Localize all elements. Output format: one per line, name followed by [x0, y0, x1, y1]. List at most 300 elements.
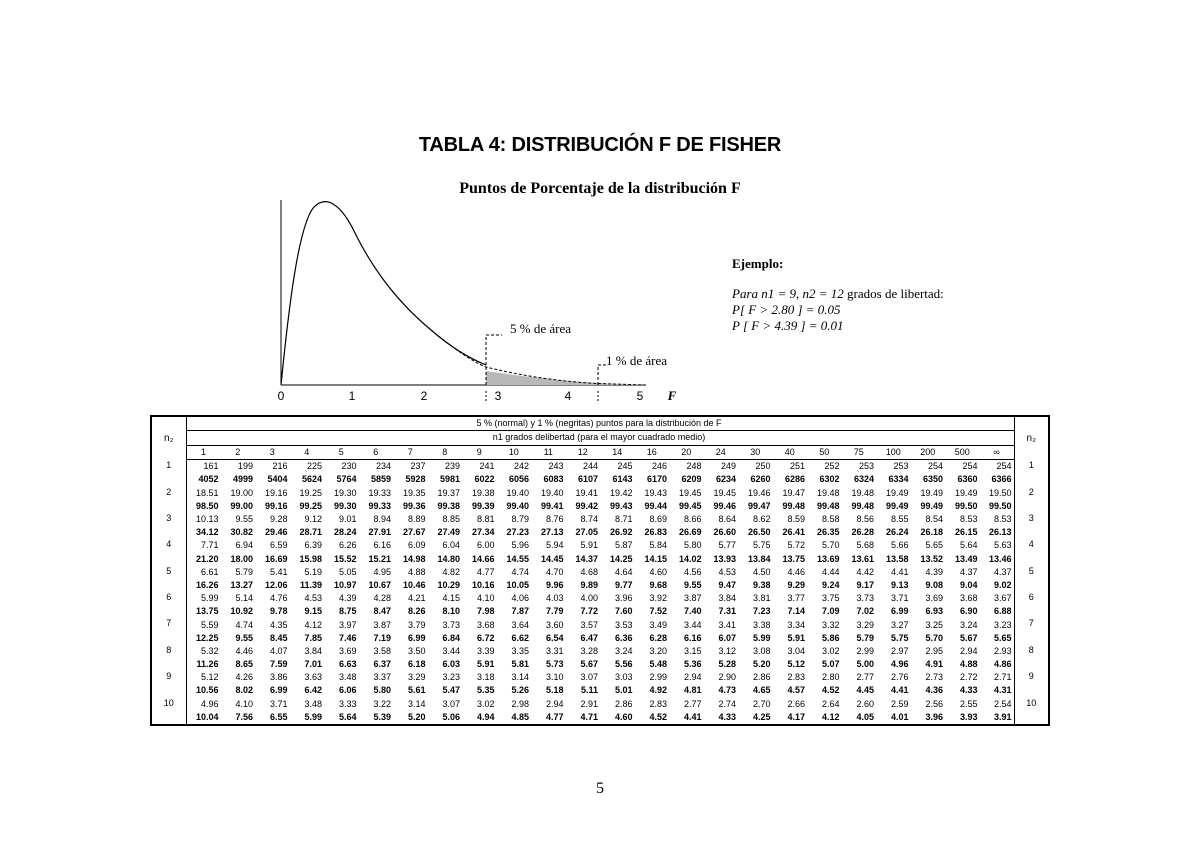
cell-1pct: 6.07 — [718, 632, 736, 643]
table-header-1: 5 % (normal) y 1 % (negritas) puntos para la distribución de F — [186, 417, 1014, 431]
cell-5pct: 19.50 — [988, 487, 1012, 498]
column-header: 5 — [324, 445, 359, 459]
cell-1pct: 99.48 — [782, 500, 805, 511]
n2-value-left: 2 — [152, 487, 186, 513]
cell-1pct: 10.05 — [506, 579, 529, 590]
cell-5pct: 3.02 — [476, 698, 495, 709]
cell-1pct: 99.49 — [885, 500, 909, 511]
cell-1pct: 27.13 — [540, 527, 564, 538]
cell-1pct: 6.16 — [683, 632, 702, 643]
cell-5pct: 3.53 — [614, 619, 633, 630]
cell-1pct: 5.20 — [752, 659, 771, 670]
n2-value-right: 2 — [1014, 487, 1048, 513]
cell-1pct: 9.68 — [649, 579, 667, 590]
cell-5pct: 199 — [237, 461, 253, 472]
cell-5pct: 5.96 — [511, 540, 529, 551]
cell-1pct: 6.55 — [269, 711, 288, 722]
cell-5pct: 5.94 — [545, 540, 564, 551]
cell-1pct: 10.67 — [368, 579, 391, 590]
cell-1pct: 15.52 — [333, 553, 357, 564]
column-header: ∞ — [980, 445, 1015, 459]
cell-5pct: 6.59 — [269, 540, 288, 551]
cell-1pct: 5.20 — [407, 711, 426, 722]
cell-1pct: 4.05 — [856, 711, 874, 722]
cell-5pct: 3.27 — [890, 619, 909, 630]
cell-1pct: 5.91 — [476, 659, 495, 670]
cell-1pct: 99.48 — [851, 500, 874, 511]
cell-1pct: 16.26 — [195, 579, 219, 590]
cell-1pct: 6.84 — [442, 632, 460, 643]
cell-5pct: 19.33 — [368, 487, 391, 498]
cell-5pct: 4.76 — [269, 593, 288, 604]
column-header-row — [152, 445, 1048, 459]
cell-5pct: 4.21 — [407, 593, 426, 604]
cell-1pct: 99.30 — [333, 500, 357, 511]
cell-1pct: 27.91 — [368, 527, 391, 538]
cell-5pct: 5.14 — [235, 593, 253, 604]
cell-5pct: 4.60 — [649, 566, 667, 577]
cell-1pct: 4.73 — [718, 685, 736, 696]
cell-5pct: 4.64 — [614, 566, 633, 577]
cell-1pct: 5.47 — [442, 685, 460, 696]
cell-5pct: 18.51 — [195, 487, 219, 498]
column-header: 14 — [600, 445, 635, 459]
cell-1pct: 5.99 — [304, 711, 322, 722]
table-row-1pct — [152, 684, 1048, 697]
n2-value-left: 9 — [152, 671, 186, 697]
cell-1pct: 4.33 — [718, 711, 736, 722]
cell-1pct: 7.01 — [304, 659, 322, 670]
cell-5pct: 3.71 — [890, 593, 909, 604]
cell-5pct: 254 — [996, 461, 1012, 472]
cell-1pct: 5.28 — [718, 659, 736, 670]
cell-5pct: 8.64 — [718, 514, 736, 524]
cell-1pct: 14.15 — [644, 553, 667, 564]
cell-1pct: 7.87 — [511, 606, 529, 617]
column-header: 11 — [531, 445, 566, 459]
cell-1pct: 99.44 — [644, 500, 667, 511]
cell-1pct: 9.78 — [269, 606, 288, 617]
cell-5pct: 2.83 — [787, 672, 805, 683]
table-row-5pct — [152, 618, 1048, 631]
cell-5pct: 2.66 — [787, 698, 805, 709]
cell-5pct: 3.44 — [442, 645, 460, 656]
cell-5pct: 4.37 — [959, 566, 978, 577]
cell-1pct: 5928 — [405, 474, 426, 485]
cell-5pct: 8.53 — [993, 514, 1012, 524]
n2-value-right: 4 — [1014, 539, 1048, 565]
cell-1pct: 7.14 — [787, 606, 805, 617]
cell-5pct: 245 — [617, 461, 633, 472]
cell-1pct: 98.50 — [195, 500, 219, 511]
cell-5pct: 19.48 — [851, 487, 874, 498]
cell-5pct: 161 — [203, 461, 219, 472]
column-header: 3 — [255, 445, 290, 459]
cell-5pct: 5.66 — [890, 540, 909, 551]
n2-value-left: 6 — [152, 592, 186, 618]
n2-value-right: 1 — [1014, 460, 1048, 487]
cell-1pct: 9.55 — [235, 632, 253, 643]
cell-5pct: 3.31 — [545, 645, 564, 656]
cell-1pct: 4.91 — [925, 659, 943, 670]
cell-1pct: 14.98 — [402, 553, 426, 564]
table-row-1pct — [152, 632, 1048, 645]
cell-5pct: 3.04 — [787, 645, 805, 656]
page-title: TABLA 4: DISTRIBUCIÓN F DE FISHER — [418, 134, 782, 156]
cell-5pct: 8.71 — [614, 514, 633, 524]
cell-1pct: 34.12 — [195, 527, 219, 538]
cell-5pct: 3.73 — [856, 593, 874, 604]
cell-1pct: 6.03 — [442, 659, 460, 670]
cell-1pct: 7.85 — [304, 632, 322, 643]
cell-5pct: 3.67 — [993, 593, 1012, 604]
cell-1pct: 99.45 — [678, 500, 702, 511]
cell-1pct: 99.40 — [506, 500, 529, 511]
cell-1pct: 6260 — [750, 474, 771, 485]
cell-5pct: 241 — [479, 461, 495, 472]
cell-1pct: 99.47 — [747, 500, 771, 511]
cell-5pct: 7.71 — [200, 540, 219, 551]
cell-1pct: 6.28 — [649, 632, 667, 643]
n2-value-right: 3 — [1014, 513, 1048, 539]
cell-1pct: 4.77 — [545, 711, 564, 722]
column-header: 50 — [807, 445, 842, 459]
f-table-frame — [150, 415, 1050, 726]
cell-5pct: 3.25 — [925, 619, 943, 630]
cell-1pct: 5.36 — [683, 659, 702, 670]
cell-5pct: 2.94 — [683, 672, 702, 683]
cell-5pct: 4.39 — [925, 566, 943, 577]
cell-1pct: 4.33 — [959, 685, 978, 696]
cell-1pct: 4.41 — [890, 685, 909, 696]
n2-value-left: 5 — [152, 566, 186, 592]
cell-5pct: 230 — [341, 461, 357, 472]
cell-5pct: 6.39 — [304, 540, 322, 551]
column-header: 100 — [876, 445, 911, 459]
cell-1pct: 13.61 — [851, 553, 874, 564]
cell-1pct: 5.81 — [511, 659, 529, 670]
cell-5pct: 3.60 — [545, 619, 564, 630]
cell-1pct: 9.29 — [787, 579, 805, 590]
table-header-2: n1 grados delibertad (para el mayor cuadrado medio) — [186, 431, 1014, 445]
column-header: 16 — [635, 445, 670, 459]
cell-5pct: 2.64 — [821, 698, 840, 709]
cell-5pct: 2.86 — [614, 698, 633, 709]
cell-1pct: 12.06 — [264, 579, 288, 590]
cell-5pct: 250 — [755, 461, 771, 472]
cell-5pct: 3.03 — [614, 672, 633, 683]
cell-1pct: 8.45 — [269, 632, 288, 643]
cell-5pct: 2.83 — [649, 698, 667, 709]
table-row-1pct — [152, 579, 1048, 592]
cell-1pct: 99.25 — [299, 500, 322, 511]
cell-5pct: 19.16 — [264, 487, 288, 498]
cell-5pct: 3.48 — [304, 698, 322, 709]
cell-1pct: 99.41 — [540, 500, 564, 511]
cell-1pct: 13.75 — [195, 606, 219, 617]
cell-5pct: 3.79 — [407, 619, 426, 630]
cell-5pct: 3.96 — [614, 593, 633, 604]
cell-1pct: 5.80 — [373, 685, 391, 696]
cell-5pct: 3.63 — [304, 672, 322, 683]
n2-value-right: 7 — [1014, 618, 1048, 644]
cell-1pct: 13.75 — [782, 553, 805, 564]
cell-1pct: 28.71 — [299, 527, 322, 538]
cell-5pct: 2.99 — [856, 645, 874, 656]
cell-1pct: 5.06 — [442, 711, 460, 722]
page-number: 5 — [596, 780, 604, 797]
cell-1pct: 6107 — [577, 474, 598, 485]
cell-5pct: 253 — [858, 461, 874, 472]
cell-5pct: 5.70 — [821, 540, 840, 551]
cell-1pct: 7.31 — [718, 606, 736, 617]
cell-1pct: 5.65 — [993, 632, 1012, 643]
column-header: 20 — [669, 445, 704, 459]
cell-5pct: 19.40 — [506, 487, 529, 498]
cell-1pct: 8.75 — [338, 606, 357, 617]
cell-1pct: 5.35 — [476, 685, 495, 696]
cell-5pct: 19.38 — [471, 487, 495, 498]
cell-1pct: 26.35 — [816, 527, 840, 538]
cell-5pct: 3.97 — [338, 619, 357, 630]
cell-1pct: 5.67 — [959, 632, 978, 643]
cell-1pct: 99.49 — [920, 500, 943, 511]
cell-5pct: 3.92 — [649, 593, 667, 604]
cell-1pct: 6366 — [991, 474, 1012, 485]
cell-1pct: 26.28 — [851, 527, 874, 538]
cell-1pct: 5.99 — [752, 632, 771, 643]
cell-5pct: 4.50 — [752, 566, 771, 577]
cell-5pct: 4.56 — [683, 566, 702, 577]
column-header: 500 — [945, 445, 980, 459]
cell-5pct: 6.26 — [338, 540, 357, 551]
cell-5pct: 8.53 — [959, 514, 978, 524]
cell-5pct: 3.81 — [752, 593, 771, 604]
x-tick-0: 0 — [277, 389, 285, 403]
cell-1pct: 4.92 — [649, 685, 667, 696]
cell-5pct: 19.43 — [644, 487, 667, 498]
cell-5pct: 3.84 — [304, 645, 322, 656]
cell-1pct: 6324 — [853, 474, 874, 485]
cell-5pct: 4.70 — [545, 566, 564, 577]
cell-5pct: 2.72 — [959, 672, 978, 683]
cell-1pct: 4.31 — [993, 685, 1012, 696]
cell-1pct: 99.16 — [264, 500, 288, 511]
cell-5pct: 5.05 — [338, 566, 357, 577]
cell-5pct: 5.65 — [925, 540, 943, 551]
cell-1pct: 5.64 — [338, 711, 357, 722]
cell-1pct: 5404 — [267, 474, 288, 485]
cell-1pct: 7.40 — [683, 606, 702, 617]
cell-1pct: 11.26 — [196, 659, 219, 670]
cell-1pct: 6.42 — [304, 685, 322, 696]
cell-5pct: 6.00 — [476, 540, 495, 551]
table-row-1pct — [152, 473, 1048, 486]
cell-1pct: 6.99 — [407, 632, 426, 643]
cell-1pct: 6.72 — [476, 632, 495, 643]
cell-5pct: 2.94 — [959, 645, 978, 656]
cell-1pct: 99.00 — [230, 500, 253, 511]
cell-5pct: 2.54 — [993, 698, 1012, 709]
cell-1pct: 7.09 — [821, 606, 840, 617]
cell-5pct: 3.02 — [821, 645, 840, 656]
cell-5pct: 3.20 — [649, 645, 667, 656]
cell-5pct: 249 — [720, 461, 736, 472]
cell-5pct: 3.24 — [959, 619, 978, 630]
cell-1pct: 6.90 — [959, 606, 978, 617]
cell-1pct: 9.55 — [683, 579, 702, 590]
cell-5pct: 4.10 — [476, 593, 495, 604]
cell-1pct: 26.83 — [644, 527, 667, 538]
n2-value-right: 8 — [1014, 645, 1048, 671]
cell-5pct: 3.29 — [856, 619, 874, 630]
cell-5pct: 8.76 — [545, 514, 564, 524]
cell-5pct: 4.10 — [235, 698, 253, 709]
cell-5pct: 19.25 — [299, 487, 322, 498]
cell-1pct: 10.16 — [471, 579, 495, 590]
cell-1pct: 18.00 — [230, 553, 253, 564]
cell-1pct: 7.52 — [649, 606, 667, 617]
cell-5pct: 2.94 — [545, 698, 564, 709]
cell-1pct: 4999 — [232, 474, 253, 485]
cell-1pct: 5.07 — [821, 659, 840, 670]
cell-1pct: 6209 — [681, 474, 702, 485]
cell-5pct: 4.77 — [476, 566, 495, 577]
cell-5pct: 254 — [962, 461, 978, 472]
cell-1pct: 3.93 — [959, 711, 978, 722]
cell-1pct: 6.63 — [338, 659, 357, 670]
cell-5pct: 3.41 — [718, 619, 736, 630]
cell-1pct: 6302 — [819, 474, 840, 485]
cell-5pct: 5.91 — [580, 540, 598, 551]
cell-5pct: 3.23 — [442, 672, 460, 683]
cell-1pct: 10.92 — [230, 606, 253, 617]
cell-5pct: 4.35 — [269, 619, 288, 630]
cell-1pct: 9.13 — [890, 579, 909, 590]
cell-5pct: 244 — [582, 461, 598, 472]
column-header: 4 — [290, 445, 325, 459]
cell-1pct: 6083 — [543, 474, 564, 485]
cell-1pct: 99.50 — [954, 500, 978, 511]
cell-5pct: 252 — [824, 461, 840, 472]
cell-5pct: 3.69 — [925, 593, 943, 604]
cell-1pct: 4.12 — [821, 711, 840, 722]
n2-header-left: n₂ — [152, 417, 186, 460]
cell-1pct: 9.15 — [304, 606, 322, 617]
cell-1pct: 9.08 — [925, 579, 943, 590]
cell-5pct: 3.32 — [821, 619, 840, 630]
cell-5pct: 246 — [651, 461, 667, 472]
cell-1pct: 12.25 — [195, 632, 219, 643]
column-header: 75 — [842, 445, 877, 459]
cell-1pct: 5.73 — [545, 659, 564, 670]
cell-5pct: 4.74 — [511, 566, 529, 577]
figure-subtitle: Puntos de Porcentaje de la distribución F — [459, 180, 741, 197]
cell-5pct: 19.30 — [333, 487, 357, 498]
n2-header-right: n₂ — [1014, 417, 1048, 460]
example-box — [732, 256, 944, 334]
cell-1pct: 6143 — [612, 474, 633, 485]
cell-1pct: 14.45 — [540, 553, 564, 564]
cell-1pct: 27.05 — [575, 527, 598, 538]
table-row-5pct — [152, 671, 1048, 684]
cell-1pct: 99.33 — [368, 500, 391, 511]
cell-1pct: 4052 — [198, 474, 219, 485]
cell-1pct: 26.18 — [920, 527, 943, 538]
table-row-5pct — [152, 487, 1048, 500]
cell-5pct: 8.89 — [407, 514, 426, 524]
x-axis-label: F — [667, 388, 677, 403]
cell-5pct: 19.46 — [747, 487, 771, 498]
cell-1pct: 9.24 — [821, 579, 840, 590]
n2-value-left: 1 — [152, 460, 186, 487]
cell-1pct: 4.85 — [511, 711, 529, 722]
cell-5pct: 2.91 — [580, 698, 598, 709]
cell-1pct: 4.17 — [787, 711, 805, 722]
cell-5pct: 3.24 — [614, 645, 633, 656]
cell-1pct: 99.38 — [437, 500, 460, 511]
cell-5pct: 2.60 — [856, 698, 874, 709]
cell-5pct: 8.79 — [511, 514, 529, 524]
example-line-1-rest: grados de libertad: — [843, 286, 944, 301]
cell-5pct: 5.59 — [200, 619, 219, 630]
cell-5pct: 3.84 — [718, 593, 736, 604]
cell-5pct: 248 — [686, 461, 702, 472]
cell-1pct: 13.49 — [954, 553, 978, 564]
cell-5pct: 4.37 — [993, 566, 1012, 577]
cell-1pct: 99.48 — [816, 500, 840, 511]
cell-1pct: 26.13 — [988, 527, 1012, 538]
cell-5pct: 3.68 — [959, 593, 978, 604]
cell-1pct: 5.79 — [856, 632, 874, 643]
cell-5pct: 8.56 — [856, 514, 874, 524]
x-tick-2: 2 — [420, 389, 428, 403]
x-tick-3: 3 — [494, 389, 502, 403]
cell-1pct: 9.38 — [752, 579, 771, 590]
cell-5pct: 19.37 — [437, 487, 460, 498]
cell-5pct: 253 — [893, 461, 909, 472]
cell-1pct: 14.66 — [471, 553, 495, 564]
cell-1pct: 6056 — [508, 474, 529, 485]
table-row-5pct — [152, 460, 1048, 474]
cell-5pct: 3.39 — [476, 645, 495, 656]
cell-5pct: 5.64 — [959, 540, 978, 551]
cell-5pct: 3.14 — [511, 672, 529, 683]
cell-5pct: 3.12 — [718, 645, 736, 656]
cell-1pct: 5.11 — [580, 685, 598, 696]
cell-5pct: 2.90 — [718, 672, 736, 683]
cell-1pct: 5764 — [336, 474, 357, 485]
cell-1pct: 6.18 — [407, 659, 426, 670]
cell-1pct: 4.60 — [614, 711, 633, 722]
cell-5pct: 5.19 — [304, 566, 322, 577]
marker-1pct — [598, 365, 606, 385]
cell-1pct: 7.60 — [614, 606, 633, 617]
cell-5pct: 243 — [548, 461, 564, 472]
cell-5pct: 2.98 — [511, 698, 529, 709]
cell-5pct: 216 — [272, 461, 288, 472]
cell-1pct: 4.65 — [752, 685, 771, 696]
cell-5pct: 3.14 — [407, 698, 426, 709]
cell-5pct: 19.49 — [954, 487, 978, 498]
cell-5pct: 254 — [927, 461, 943, 472]
cell-5pct: 239 — [444, 461, 460, 472]
density-curve — [281, 202, 486, 385]
cell-5pct: 4.82 — [442, 566, 460, 577]
cell-1pct: 6.47 — [580, 632, 598, 643]
cell-5pct: 3.57 — [580, 619, 598, 630]
cell-5pct: 4.74 — [235, 619, 253, 630]
